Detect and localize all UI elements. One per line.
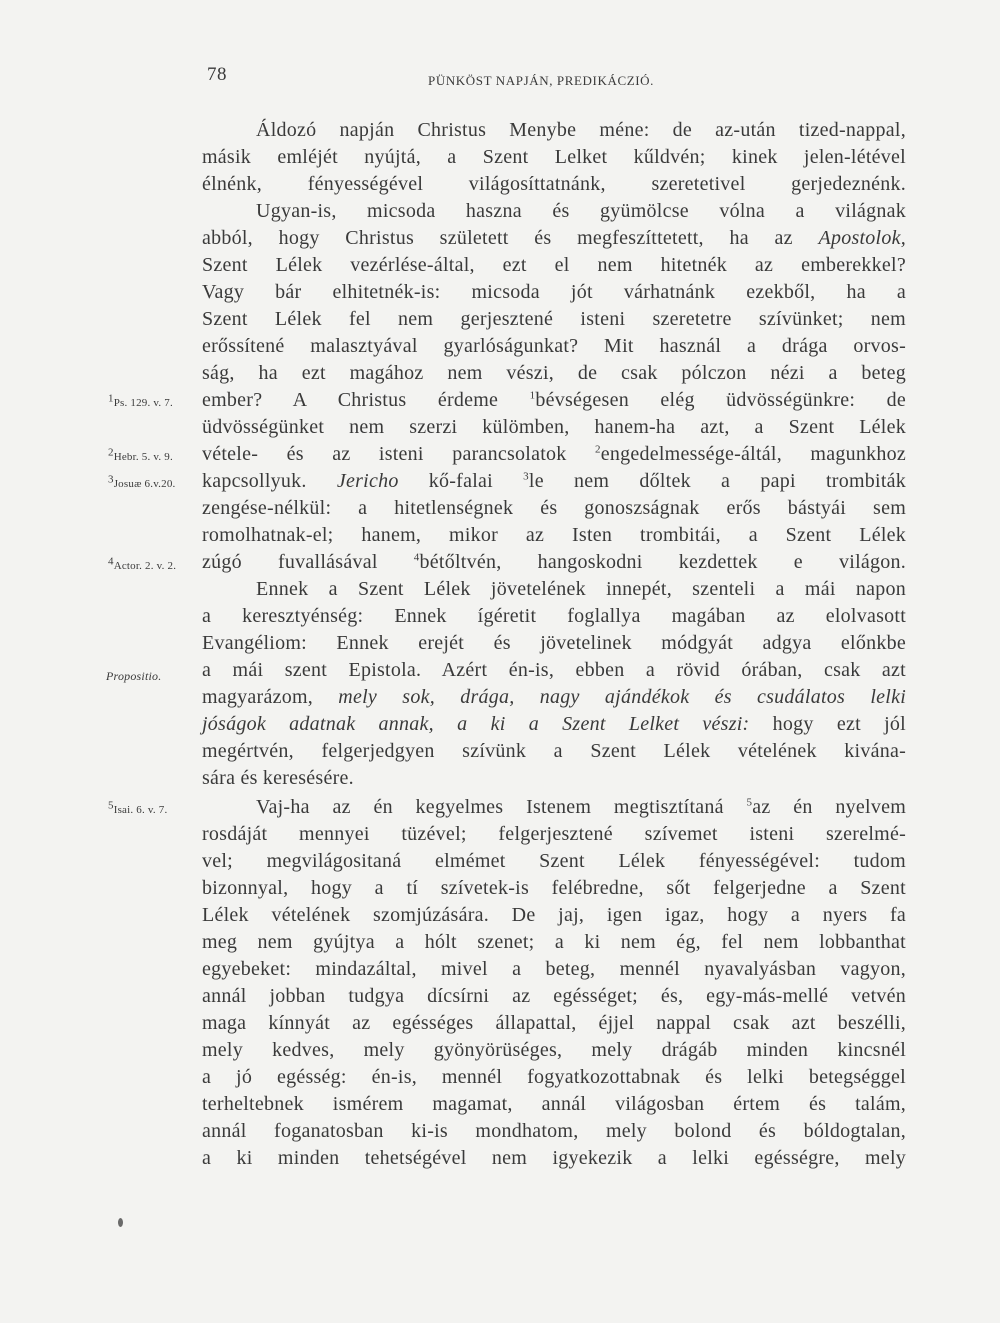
text-line: a mái szent Epistola. Azért én-is, ebben a rövid órában, csak azt: [202, 659, 906, 681]
text-line: romolhatnak-el; hanem, mikor az Isten trombitái, a Szent Lélek: [202, 524, 906, 546]
note-label: Ps. 129. v. 7.: [113, 397, 173, 409]
text-line: ság, ha ezt magához nem vészi, de csak pólczon nézi a beteg: [202, 362, 906, 384]
text-segment: kapcsollyuk.: [202, 470, 337, 492]
text-segment: abból, hogy Christus született és megfeszíttetett, ha az: [202, 227, 819, 249]
text-segment: az én nyelvem: [752, 796, 907, 818]
text-segment: zúgó fuvallásával: [202, 551, 414, 573]
note-label: Actor. 2. v. 2.: [113, 560, 177, 572]
text-line: terheltebnek ismérem magamat, annál világosban értem és talám,: [202, 1093, 906, 1115]
footnote-marker: 2: [594, 443, 601, 456]
margin-note-hebr: [108, 446, 173, 463]
text-line: a ki minden tehetségével nem igyekezik a lelki egésségre, mely: [202, 1147, 906, 1169]
text-line: annál jobban tudgya dícsírni az egésséget; és, egy-más-mellé vetvén: [202, 985, 906, 1007]
text-line: másik emléjét nyújtá, a Szent Lelket kűldvén; kinek jelen-létével: [202, 146, 906, 168]
text-line: Evangéliom: Ennek erejét és jövetelinek módgyát adgya előnkbe: [202, 632, 906, 654]
text-line: vel; megvilágositaná elmémet Szent Lélek fényességével: tudom: [202, 850, 906, 872]
text-line: [202, 227, 906, 250]
note-label: Josuæ 6.v.20.: [113, 478, 176, 490]
text-line: sára és keresésére.: [202, 767, 354, 789]
text-line: megértvén, felgerjedgyen szívünk a Szent Lélek vételének kivána-: [202, 740, 906, 762]
text-line: erőssítené malasztyával gyarlóságunkat? Mit használ a drága orvos-: [202, 335, 906, 357]
footnote-marker: 5: [746, 796, 753, 809]
text-segment: bétőltvén, hangoskodni kezdettek e világon.: [419, 551, 906, 573]
text-line: a keresztyénség: Ennek ígéretit foglallya magában az elolvasott: [202, 605, 906, 627]
text-segment: le nem dőltek a papi trombiták: [528, 470, 906, 492]
text-line: rosdáját mennyei tüzével; felgerjesztené szívemet isteni szerelmé-: [202, 823, 906, 845]
margin-note-isai: [108, 799, 168, 816]
text-line: meg nem gyújtya a hólt szenet; a ki nem ég, fel nem lobbanthat: [202, 931, 906, 953]
text-segment: kő-falai: [398, 470, 524, 492]
margin-note-propositio: Propositio.: [106, 669, 162, 683]
text-line: egyebeket: mindazáltal, mivel a beteg, mennél nyavalyásban vagyon,: [202, 958, 906, 980]
text-line: a jó egésség: én-is, mennél fogyatkozottabnak és lelki betegséggel: [202, 1066, 906, 1088]
text-italic: Apostolok,: [818, 227, 906, 249]
text-line: [202, 389, 906, 412]
text-italic: jóságok adatnak annak, a ki a Szent Lelket vészi:: [202, 713, 750, 735]
ink-speck: [118, 1218, 123, 1227]
text-segment: Vaj-ha az én kegyelmes Istenem megtisztítaná: [256, 796, 747, 818]
note-marker: 3: [108, 473, 114, 486]
text-line: [202, 686, 906, 709]
text-segment: vétele- és az isteni parancsolatok: [202, 443, 595, 465]
running-title: PÜNKÖST NAPJÁN, PREDIKÁCZIÓ.: [428, 73, 655, 88]
text-line: Szent Lélek vezérlése-által, ezt el nem hitetnék az emberekkel?: [202, 254, 906, 276]
text-line: [202, 470, 906, 493]
text-line: maga kínnyát az egésséges állapattal, éjjel nappal csak azt beszélli,: [202, 1012, 906, 1034]
text-line: Szent Lélek fel nem gerjesztené isteni szeretetre szívünket; nem: [202, 308, 906, 330]
footnote-marker: 4: [413, 551, 420, 564]
text-line: zengése-nélkül: a hitetlenségnek és gonoszságnak erős bástyái sem: [202, 497, 906, 519]
margin-note-actor: [108, 555, 177, 572]
text-line: Ennek a Szent Lélek jövetelének innepét, szenteli a mái napon: [256, 578, 906, 600]
text-segment: bévségesen elég üdvösségünkre: de: [535, 389, 906, 411]
text-line: mely kedves, mely gyönyörüséges, mely drágáb minden kincsnél: [202, 1039, 906, 1061]
margin-note-josuae: [108, 473, 176, 490]
note-marker: 4: [108, 555, 114, 568]
text-line: [202, 551, 906, 574]
text-italic: Jericho: [336, 470, 399, 492]
note-label: Isai. 6. v. 7.: [113, 804, 168, 816]
text-line: Áldozó napján Christus Menybe méne: de az-után tized-nappal,: [256, 119, 906, 141]
text-line: [202, 443, 906, 466]
text-line: élnénk, fényességével világosíttatnánk, szeretetivel gerjedeznénk.: [202, 173, 906, 195]
text-segment: hogy ezt jól: [749, 713, 906, 735]
text-segment: ember? A Christus érdeme: [202, 389, 530, 411]
footnote-marker: 3: [523, 470, 529, 483]
text-line: Vagy bár elhitetnék-is: micsoda jót várhatnánk ezekből, ha a: [202, 281, 906, 303]
footnote-marker: 1: [529, 389, 536, 402]
note-label: Hebr. 5. v. 9.: [113, 451, 173, 463]
margin-note-ps: [108, 392, 173, 409]
text-line: [202, 713, 906, 736]
text-line: bizonnyal, hogy a tí szívetek-is felébredne, sőt felgerjedne a Szent: [202, 877, 906, 899]
text-segment: engedelmessége-áltál, magunkhoz: [600, 443, 906, 465]
page-number: 78: [207, 64, 227, 85]
text-italic: mely sok, drága, nagy ajándékok és csudálatos lelki: [338, 686, 907, 708]
note-marker: 2: [108, 446, 114, 459]
text-line: üdvösségünket nem szerzi külömben, hanem-ha azt, a Szent Lélek: [202, 416, 906, 438]
text-line: [256, 796, 906, 819]
text-line: annál foganatosban ki-is mondhatom, mely bolond és bóldogtalan,: [202, 1120, 906, 1142]
text-line: Lélek vételének szomjúzására. De jaj, igen igaz, hogy a nyers fa: [202, 904, 906, 926]
text-line: Ugyan-is, micsoda haszna és gyümölcse vólna a világnak: [256, 200, 906, 222]
note-marker: 1: [108, 392, 114, 405]
text-segment: magyarázom,: [202, 686, 339, 708]
note-marker: 5: [108, 799, 114, 812]
